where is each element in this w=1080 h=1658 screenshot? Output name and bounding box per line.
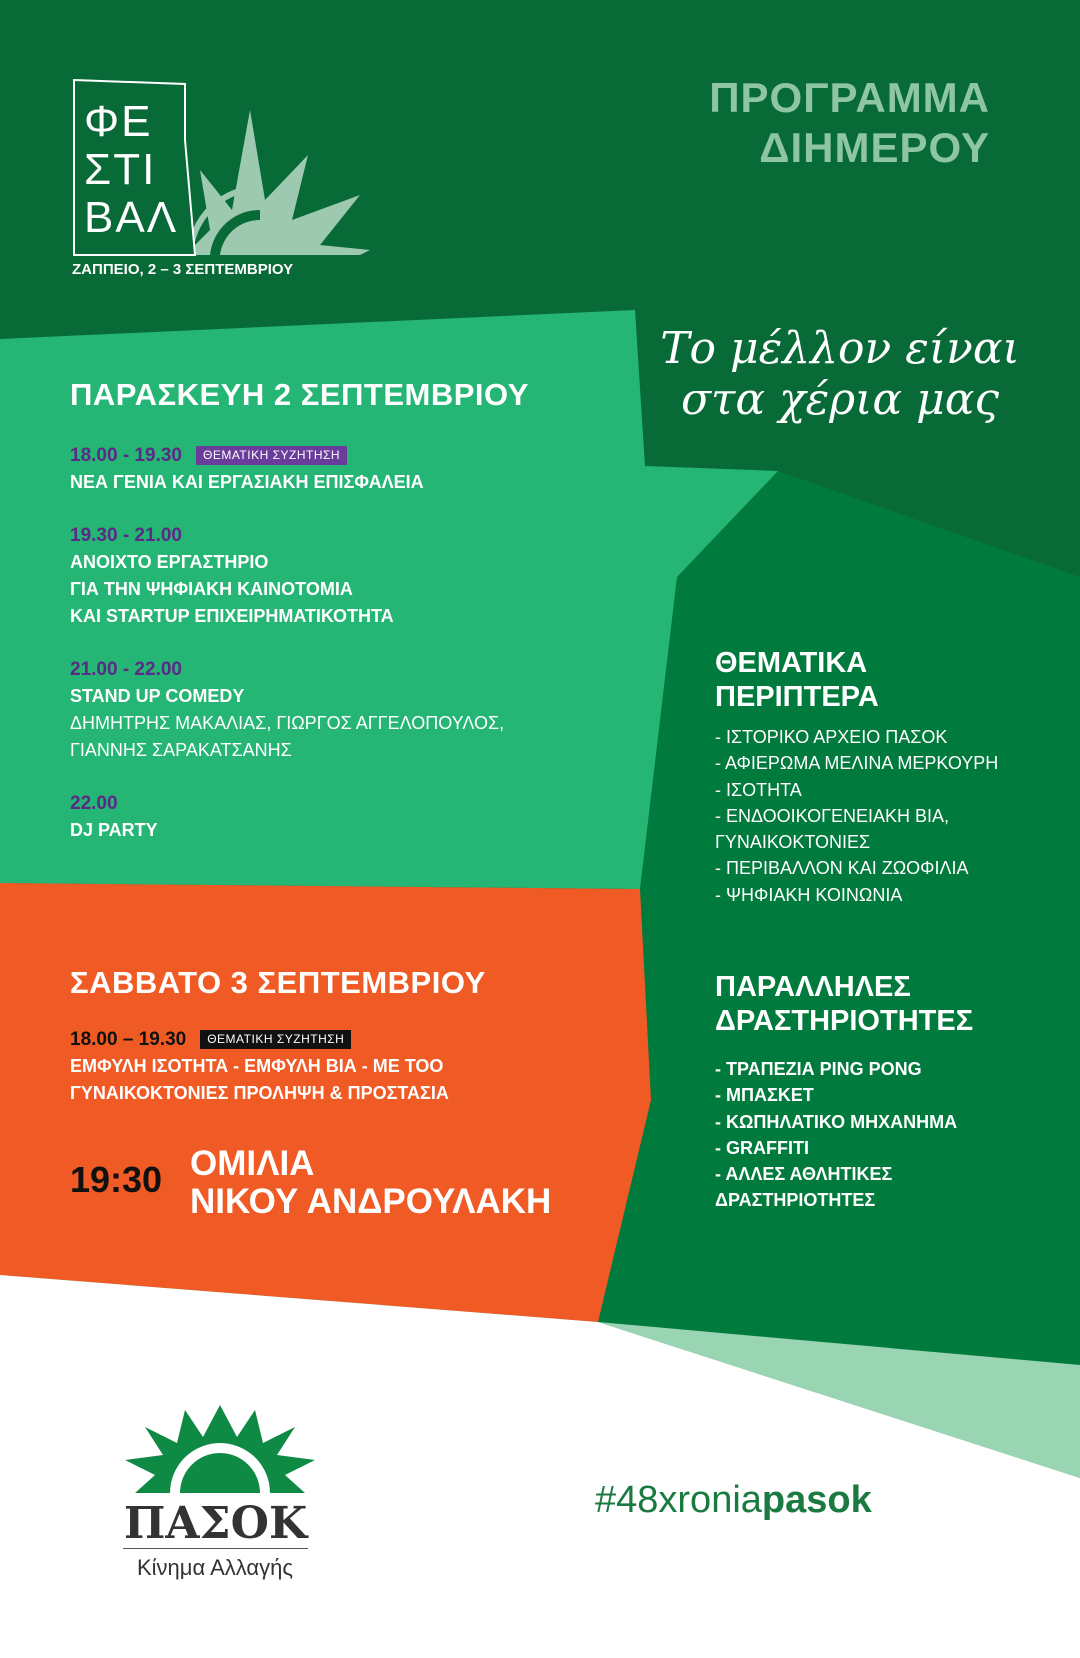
schedule-entry	[70, 442, 670, 496]
slogan-line: στα χέρια μας	[680, 374, 1000, 425]
event-title: ΝΕΑ ΓΕΝΙΑ ΚΑΙ ΕΡΓΑΣΙΑΚΗ ΕΠΙΣΦΑΛΕΙΑ	[70, 472, 424, 492]
program-title-line: ΠΡΟΓΡΑΜΜΑ	[709, 74, 990, 121]
event-title: ΑΝΟΙΧΤΟ ΕΡΓΑΣΤΗΡΙΟ	[70, 552, 269, 572]
list-item: ΓΥΝΑΙΚΟΚΤΟΝΙΕΣ	[715, 832, 871, 853]
pavilions-section	[715, 646, 998, 908]
pasok-subtitle: Κίνημα Αλλαγής	[137, 1555, 293, 1580]
event-detail: ΓΙΑ ΤΗΝ ΨΗΦΙΑΚΗ ΚΑΙΝΟΤΟΜΙΑ	[70, 579, 353, 599]
topic-badge: ΘΕΜΑΤΙΚΗ ΣΥΖΗΤΗΣΗ	[196, 446, 347, 465]
festival-logo	[60, 70, 380, 280]
saturday-heading: ΣΑΒΒΑΤΟ 3 ΣΕΠΤΕΜΒΡΙΟΥ	[70, 965, 486, 1000]
schedule-entry	[70, 656, 670, 764]
schedule-entry	[70, 522, 670, 630]
event-time: 21.00 - 22.00	[70, 659, 182, 680]
saturday-schedule	[70, 1026, 449, 1107]
activities-heading: ΠΑΡΑΛΛΗΛΕΣ	[715, 971, 911, 1003]
list-item: - ΨΗΦΙΑΚΗ ΚΟΙΝΩΝΙΑ	[715, 884, 903, 905]
list-item: - ΑΛΛΕΣ ΑΘΛΗΤΙΚΕΣ	[715, 1164, 893, 1185]
activities-section	[715, 970, 973, 1214]
event-detail: ΓΙΑΝΝΗΣ ΣΑΡΑΚΑΤΣΑΝΗΣ	[70, 740, 292, 760]
hashtag-regular: #48xronia	[595, 1479, 762, 1521]
list-item: - ΙΣΤΟΡΙΚΟ ΑΡΧΕΙΟ ΠΑΣΟΚ	[715, 727, 948, 747]
speech-line: ΝΙΚΟΥ ΑΝΔΡΟΥΛΑΚΗ	[190, 1182, 552, 1221]
hashtag-bold: pasok	[761, 1479, 872, 1521]
friday-schedule	[70, 442, 670, 870]
activities-heading: ΔΡΑΣΤΗΡΙΟΤΗΤΕΣ	[715, 1005, 974, 1037]
list-item: ΔΡΑΣΤΗΡΙΟΤΗΤΕΣ	[715, 1190, 876, 1211]
list-item: - ΜΠΑΣΚΕΤ	[715, 1085, 814, 1106]
list-item: - ΙΣΟΤΗΤΑ	[715, 779, 802, 800]
event-detail: ΚΑΙ STARTUP ΕΠΙΧΕΙΡΗΜΑΤΙΚΟΤΗΤΑ	[70, 606, 394, 626]
list-item: - ΕΝΔΟΟΙΚΟΓΕΝΕΙΑΚΗ ΒΙΑ,	[715, 805, 950, 826]
slogan	[660, 323, 1020, 425]
logo-line: ΒΑΛ	[84, 193, 179, 242]
speech-line: ΟΜΙΛΙΑ	[190, 1144, 315, 1183]
list-item: - ΤΡΑΠΕΖΙΑ PING PONG	[715, 1059, 922, 1079]
event-detail: ΔΗΜΗΤΡΗΣ ΜΑΚΑΛΙΑΣ, ΓΙΩΡΓΟΣ ΑΓΓΕΛΟΠΟΥΛΟΣ,	[70, 713, 505, 733]
speech-time: 19:30	[70, 1159, 163, 1200]
list-item: - ΚΩΠΗΛΑΤΙΚΟ ΜΗΧΑΝΗΜΑ	[715, 1111, 958, 1132]
pasok-sun-icon	[115, 1405, 325, 1495]
pavilions-heading: ΘΕΜΑΤΙΚΑ	[715, 647, 868, 679]
event-time: 19.30 - 21.00	[70, 525, 182, 546]
logo-line: ΦΕ	[84, 97, 153, 146]
list-item: - ΑΦΙΕΡΩΜΑ ΜΕΛΙΝΑ ΜΕΡΚΟΥΡΗ	[715, 753, 999, 774]
event-title: STAND UP COMEDY	[70, 686, 245, 706]
speech-title	[190, 1145, 551, 1221]
schedule-entry	[70, 790, 670, 844]
event-title: ΕΜΦΥΛΗ ΙΣΟΤΗΤΑ - ΕΜΦΥΛΗ ΒΙΑ - ΜΕ ΤΟΟ	[70, 1056, 444, 1076]
topic-badge: ΘΕΜΑΤΙΚΗ ΣΥΖΗΤΗΣΗ	[200, 1030, 351, 1049]
logo-line: ΣΤΙ	[84, 145, 157, 194]
venue-date: ΖΑΠΠΕΙΟ, 2 – 3 ΣΕΠΤΕΜΒΡΙΟΥ	[72, 261, 294, 278]
pasok-name: ΠΑΣΟΚ	[123, 1498, 308, 1549]
pasok-logo	[115, 1405, 325, 1581]
event-title: ΓΥΝΑΙΚΟΚΤΟΝΙΕΣ ΠΡΟΛΗΨΗ & ΠΡΟΣΤΑΣΙΑ	[70, 1083, 449, 1103]
list-item: - ΠΕΡΙΒΑΛΛΟΝ ΚΑΙ ΖΩΟΦΙΛΙΑ	[715, 858, 969, 879]
event-title: DJ PARTY	[70, 820, 158, 840]
event-time: 22.00	[70, 793, 118, 814]
hashtag	[595, 1479, 872, 1522]
event-time: 18.00 – 19.30	[70, 1029, 187, 1050]
pavilions-heading: ΠΕΡΙΠΤΕΡΑ	[715, 681, 879, 713]
friday-heading: ΠΑΡΑΣΚΕΥΗ 2 ΣΕΠΤΕΜΒΡΙΟΥ	[70, 377, 529, 412]
slogan-line: Το μέλλον είναι	[660, 323, 1020, 374]
event-time: 18.00 - 19.30	[70, 445, 182, 466]
program-title	[709, 73, 990, 173]
program-title-line: ΔΙΗΜΕΡΟΥ	[759, 124, 990, 171]
list-item: - GRAFFITI	[715, 1137, 809, 1158]
